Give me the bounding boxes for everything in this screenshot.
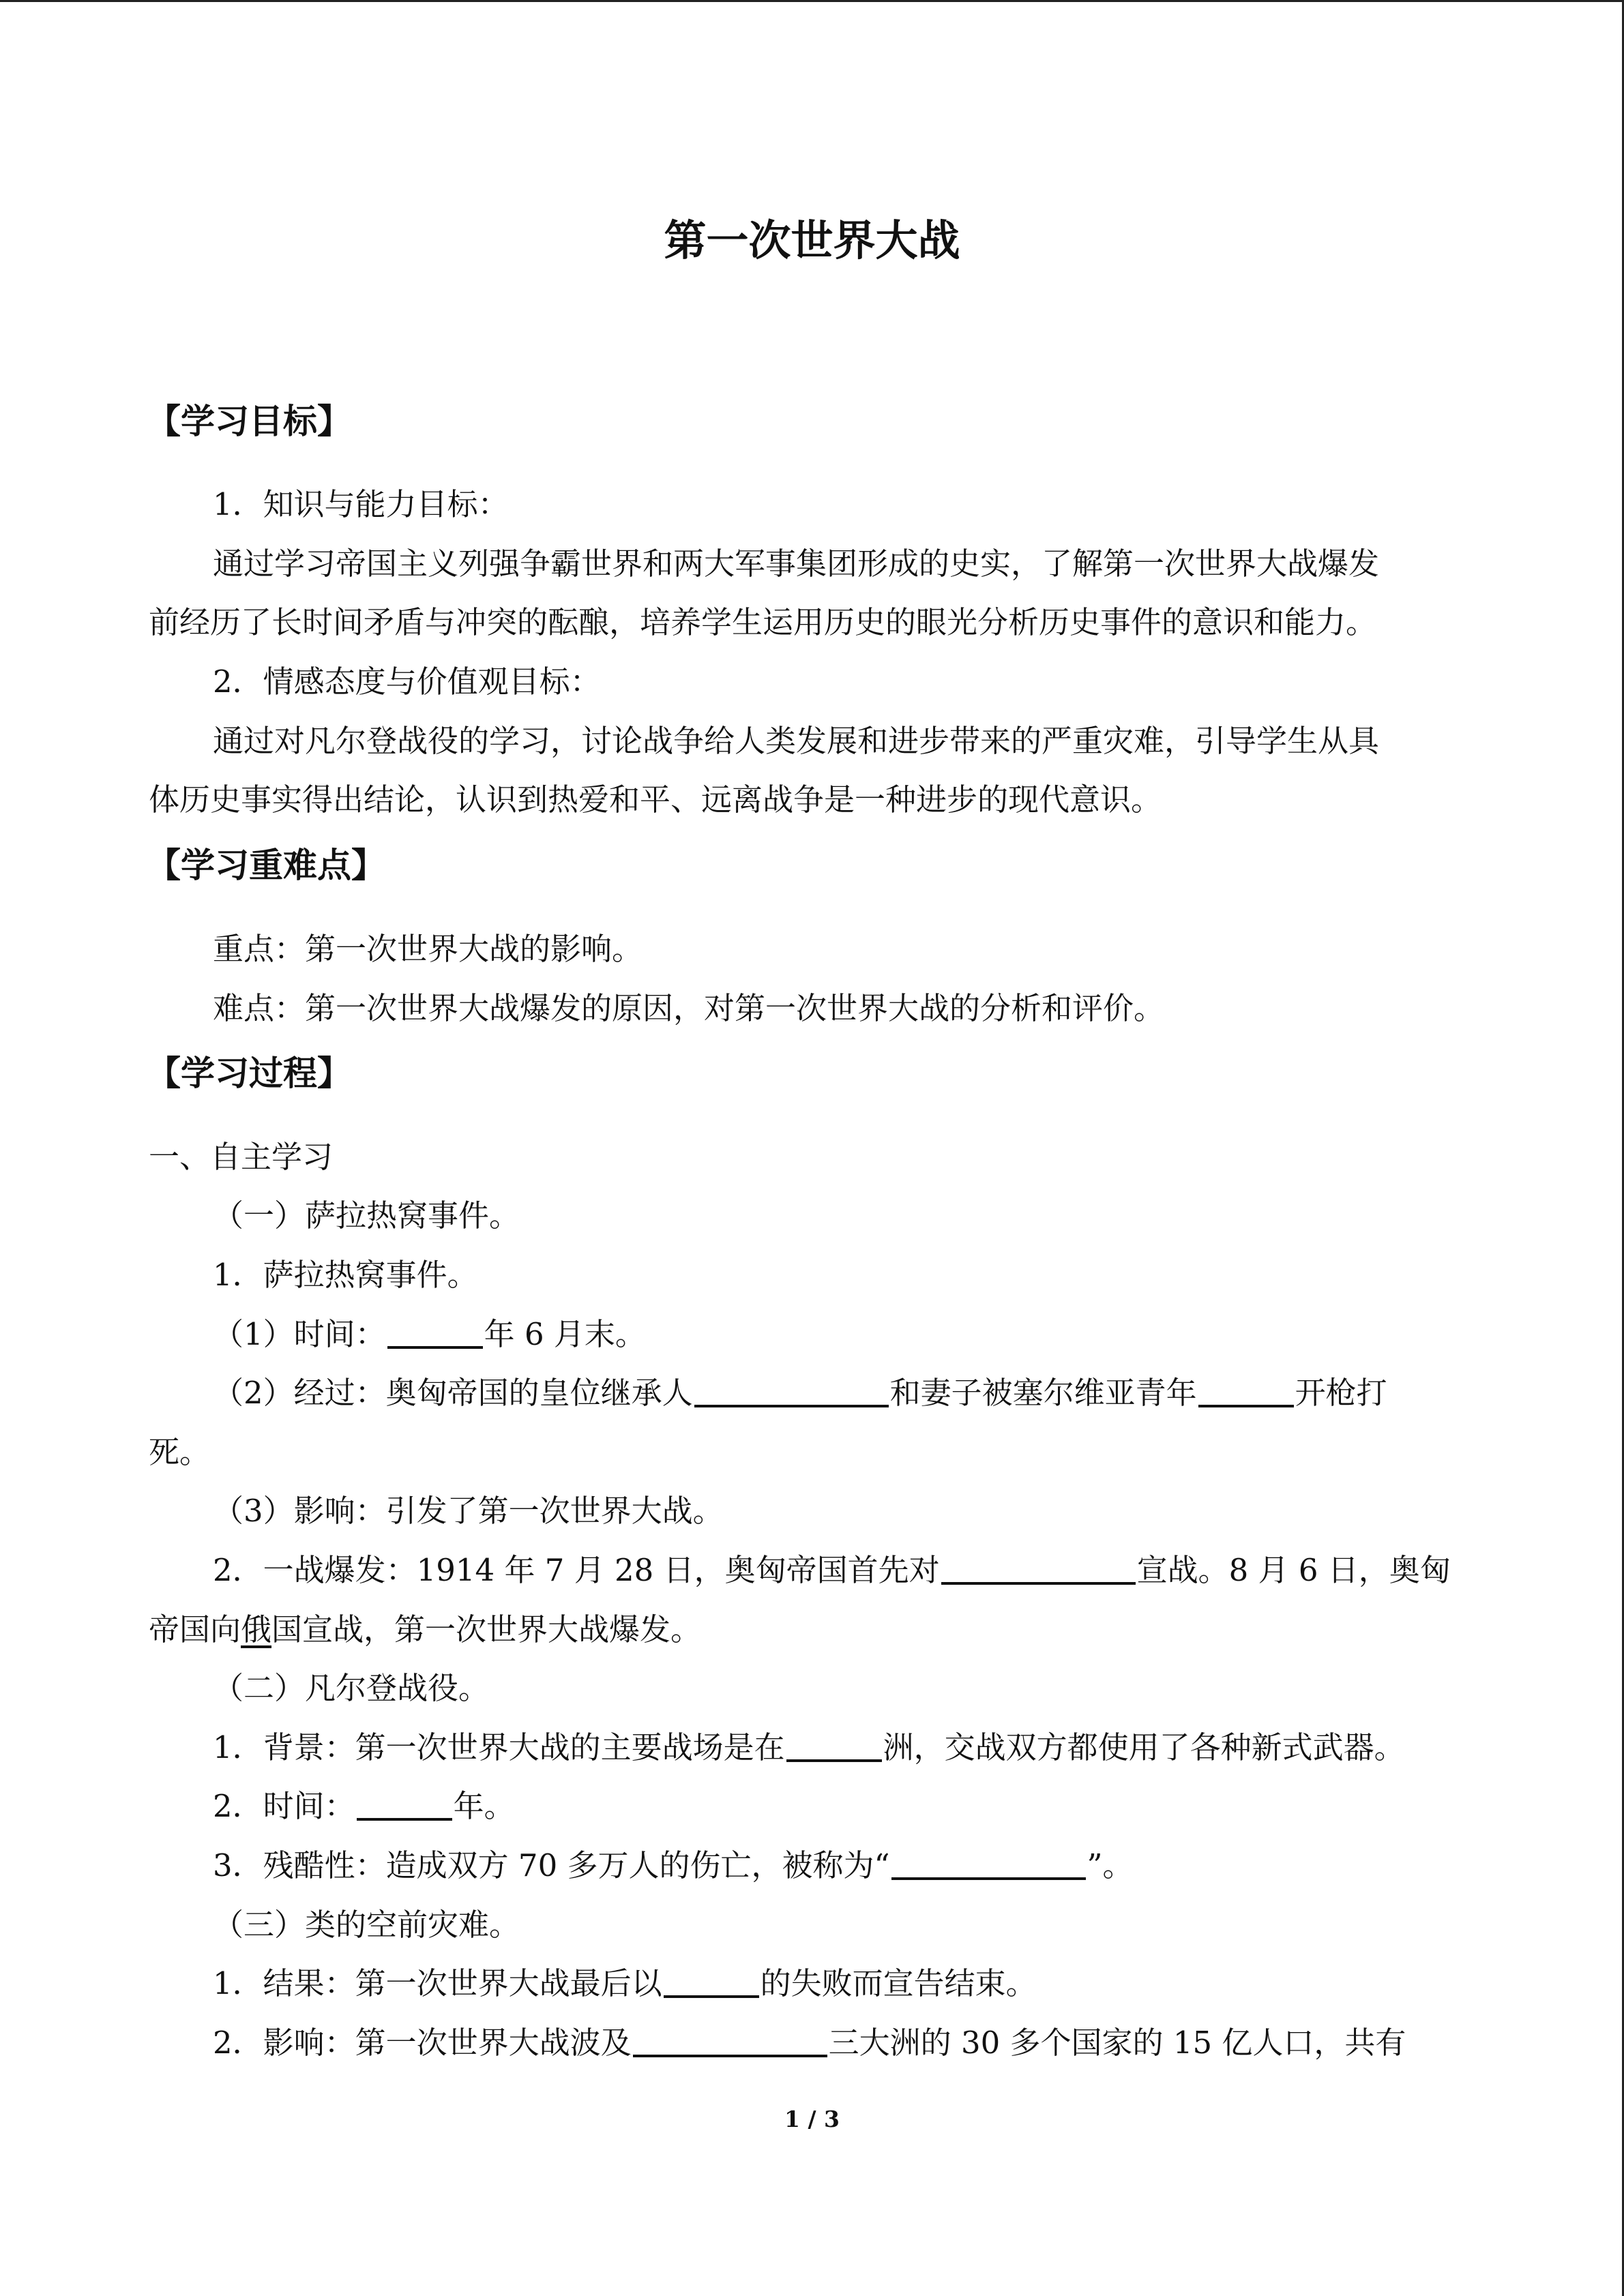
goal-1-label: 1．知识与能力目标： — [213, 486, 509, 522]
blank-heir-name[interactable] — [694, 1376, 889, 1407]
blank-assassin-name[interactable] — [1198, 1376, 1294, 1407]
course-line: （2）经过：奥匈帝国的皇位继承人 和妻子被塞尔维亚青年 开枪打 — [213, 1375, 1387, 1411]
goal-1-text-line-1: 通过学习帝国主义列强争霸世界和两大军事集团形成的史实，了解第一次世界大战爆发 — [213, 546, 1380, 582]
goal-2-text-line-1: 通过对凡尔登战役的学习，讨论战争给人类发展和进步带来的严重灾难，引导学生从具 — [213, 723, 1380, 759]
blank-continents[interactable] — [633, 2026, 827, 2057]
blank-continent[interactable] — [786, 1731, 882, 1762]
blank-defeated-side[interactable] — [664, 1967, 759, 1998]
section-heading-process: 【学习过程】 — [147, 1054, 351, 1093]
goal-2-text-line-2: 体历史事实得出结论，认识到热爱和平、远离战争是一种进步的现代意识。 — [149, 781, 1162, 818]
result-line: 1．结果：第一次世界大战最后以 的失败而宣告结束。 — [213, 1965, 1037, 2001]
goal-2-label: 2．情感态度与价值观目标： — [213, 664, 601, 700]
war-outbreak-line-continued: 帝国向俄国宣战，第一次世界大战爆发。 — [149, 1611, 702, 1648]
section-heading-key-points: 【学习重难点】 — [147, 846, 385, 885]
time-line: （1）时间： 年 6 月末。 — [213, 1316, 646, 1352]
verdun-cruelty-line: 3．残酷性：造成双方 70 多万人的伤亡，被称为“ ”。 — [213, 1847, 1134, 1883]
section-heading-goals: 【学习目标】 — [147, 402, 351, 441]
subsection-3-title: （三）类的空前灾难。 — [213, 1907, 520, 1943]
blank-war-target[interactable] — [941, 1553, 1136, 1585]
verdun-time-line: 2．时间： 年。 — [213, 1788, 515, 1824]
blank-year[interactable] — [387, 1317, 483, 1349]
key-difficulty: 难点：第一次世界大战爆发的原因，对第一次世界大战的分析和评价。 — [213, 990, 1165, 1026]
war-outbreak-line: 2．一战爆发：1914 年 7 月 28 日，奥匈帝国首先对 宣战。8 月 6 日，奥匈 — [213, 1552, 1451, 1588]
impact-line: 2．影响：第一次世界大战波及 三大洲的 30 多个国家的 15 亿人口，共有 — [213, 2025, 1406, 2061]
blank-verdun-year[interactable] — [357, 1789, 452, 1821]
underlined-russia: 俄 — [241, 1611, 272, 1648]
subsection-1-title: （一）萨拉热窝事件。 — [213, 1197, 520, 1234]
effect-line: （3）影响：引发了第一次世界大战。 — [213, 1493, 724, 1529]
course-line-continued: 死。 — [149, 1434, 211, 1470]
goal-1-text-line-2: 前经历了长时间矛盾与冲突的酝酿，培养学生运用历史的眼光分析历史事件的意识和能力。 — [149, 604, 1377, 640]
part-1-title: 一、自主学习 — [149, 1139, 334, 1175]
key-focus: 重点：第一次世界大战的影响。 — [213, 931, 643, 967]
subsection-2-title: （二）凡尔登战役。 — [213, 1670, 490, 1706]
document-title: 第一次世界大战 — [664, 215, 960, 265]
blank-verdun-nickname[interactable] — [891, 1849, 1086, 1880]
verdun-background-line: 1．背景：第一次世界大战的主要战场是在 洲，交战双方都使用了各种新式武器。 — [213, 1729, 1405, 1765]
page-number: 1 / 3 — [784, 2106, 840, 2132]
subsection-1-item-1: 1．萨拉热窝事件。 — [213, 1257, 478, 1293]
